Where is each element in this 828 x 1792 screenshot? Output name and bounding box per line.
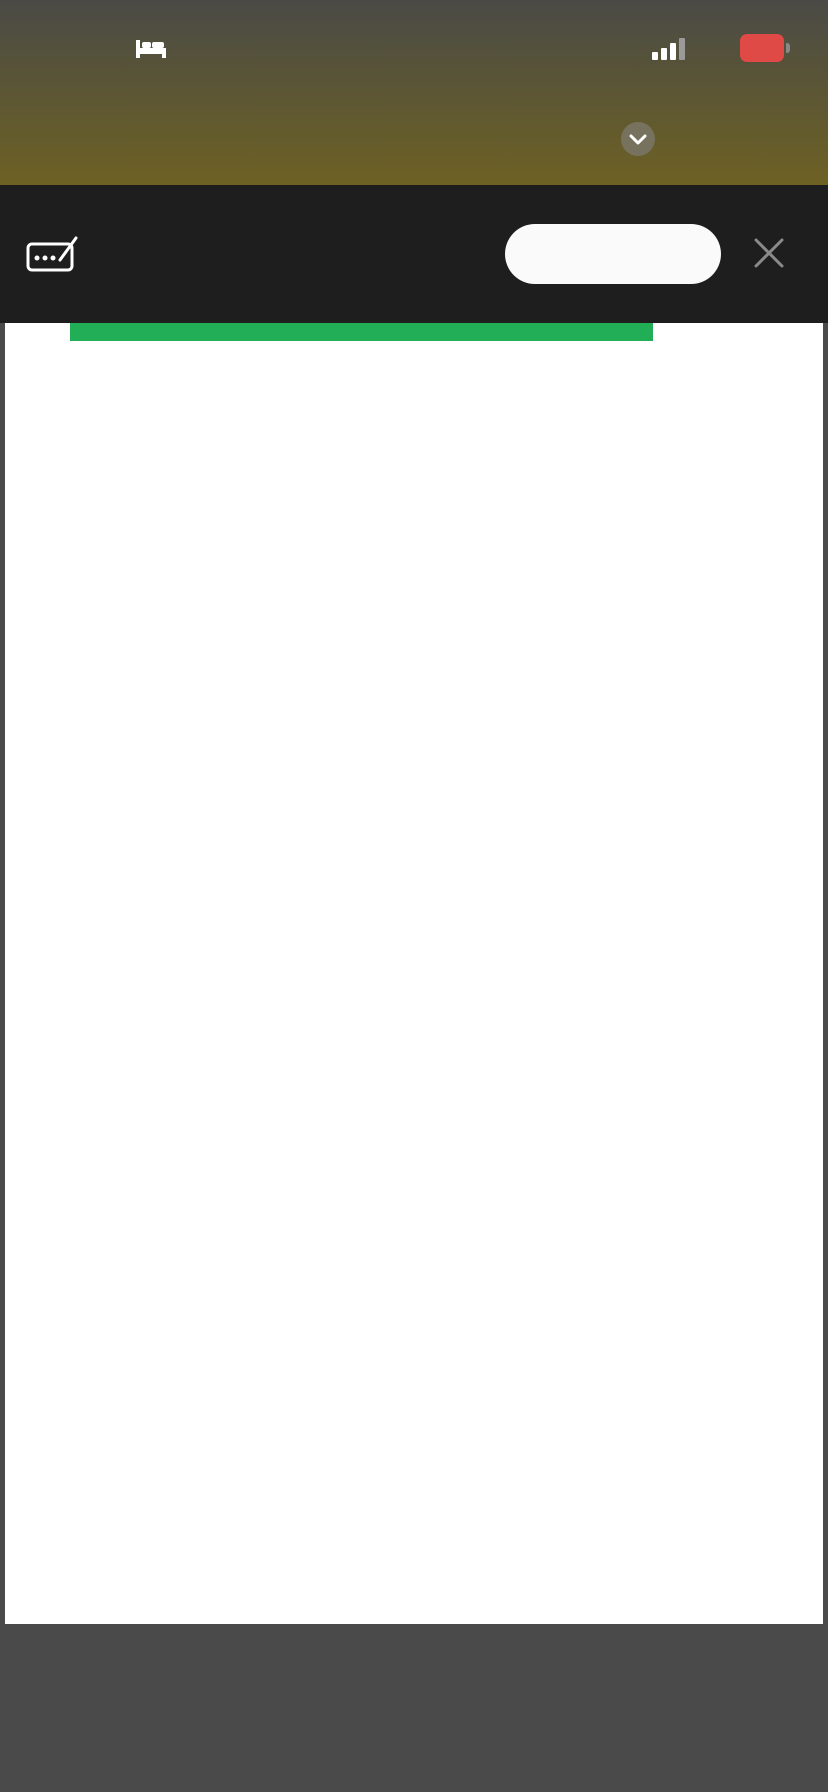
close-icon[interactable]	[752, 236, 786, 270]
battery-level	[740, 34, 784, 62]
signal-icon	[652, 38, 686, 60]
question-bar-location	[70, 323, 653, 341]
bed-icon	[134, 36, 168, 60]
form-fill-icon	[26, 234, 78, 274]
chevron-down-icon[interactable]	[621, 122, 655, 156]
battery-icon	[740, 34, 792, 64]
document-page[interactable]	[5, 323, 823, 1624]
autofill-form-button[interactable]	[505, 224, 721, 284]
top-bar	[0, 0, 828, 185]
